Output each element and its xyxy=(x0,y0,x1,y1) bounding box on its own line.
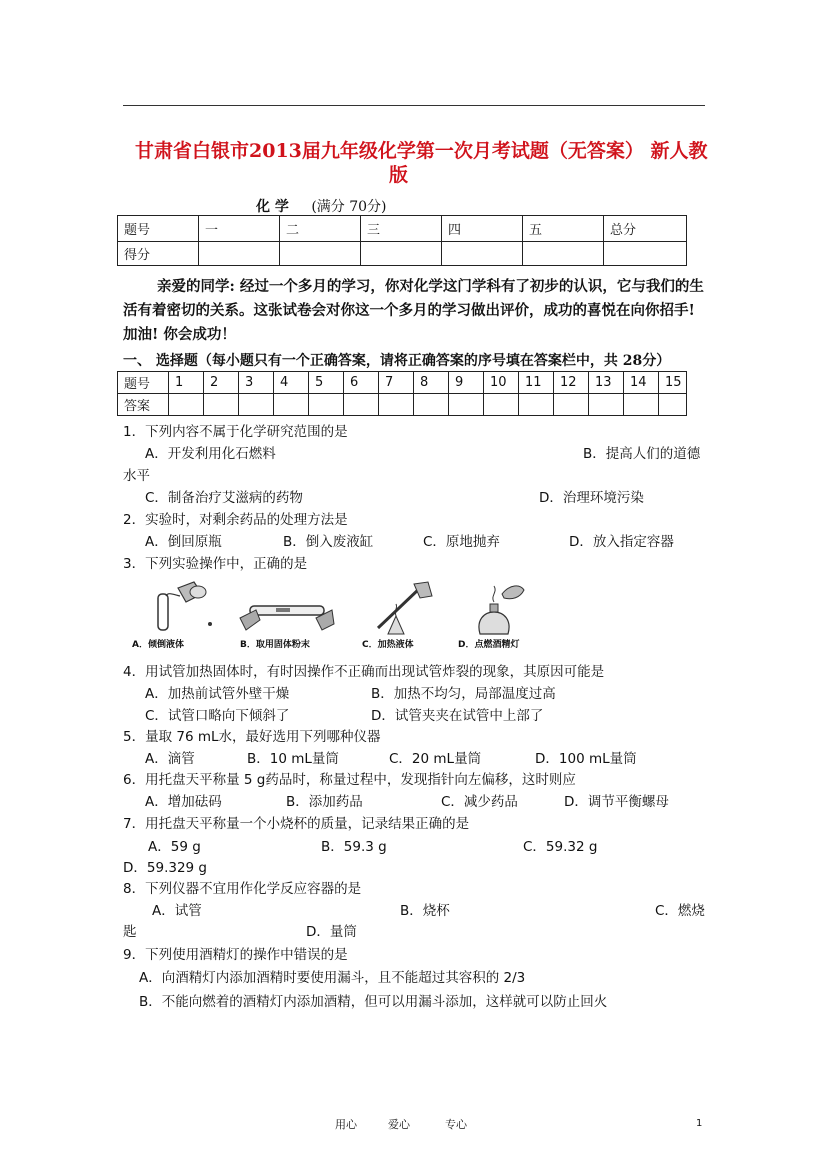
answer-cell xyxy=(204,394,239,416)
answer-number: 14 xyxy=(624,372,659,394)
q1-option-a: A．开发利用化石燃料 xyxy=(145,446,276,462)
intro-paragraph: 亲爱的同学: 经过一个多月的学习，你对化学这门学科有了初步的认识，它与我们的生活有着密切的关系。这张试卷会对你这一个多月的学习做出评价，成功的喜悦在向你招手! 加油! 你会成功！ xyxy=(123,278,704,343)
q8-option-b: B．烧杯 xyxy=(400,903,450,919)
answer-cell xyxy=(589,394,624,416)
q2-option-b: B．倒入废液缸 xyxy=(283,534,374,550)
score-cell xyxy=(523,242,604,266)
q8-option-a: A．试管 xyxy=(152,903,202,919)
score-header-cell: 一 xyxy=(199,216,280,242)
exam-title-line1: 甘肃省白银市2013届九年级化学第一次月考试题（无答案） 新人教 xyxy=(135,140,708,162)
answer-number: 9 xyxy=(449,372,484,394)
footer-left: 用心 xyxy=(335,1118,357,1131)
q6-option-d: D．调节平衡螺母 xyxy=(564,794,669,810)
answer-cell xyxy=(344,394,379,416)
answer-cell xyxy=(379,394,414,416)
answer-number: 10 xyxy=(484,372,519,394)
score-cell xyxy=(361,242,442,266)
answer-cell xyxy=(659,394,687,416)
q6-option-a: A．增加砝码 xyxy=(145,794,222,810)
q2-option-c: C．原地抛弃 xyxy=(423,534,500,550)
q4-option-d: D．试管夹夹在试管中上部了 xyxy=(371,708,544,724)
q8-option-d: D．量筒 xyxy=(306,924,357,940)
subject-line xyxy=(256,196,387,216)
heating-liquid-icon xyxy=(358,580,448,636)
q7-option-d: D．59.329 g xyxy=(123,860,207,876)
header-rule xyxy=(123,105,705,106)
q1-stem: 1．下列内容不属于化学研究范围的是 xyxy=(123,424,348,440)
figure-b-caption: B．取用固体粉末 xyxy=(240,640,310,650)
answer-number: 11 xyxy=(519,372,554,394)
score-cell xyxy=(199,242,280,266)
q4-option-c: C．试管口略向下倾斜了 xyxy=(145,708,290,724)
section1-heading: 一、 选择题（每小题只有一个正确答案，请将正确答案的序号填在答案栏中，共 28分） xyxy=(123,353,671,369)
q6-option-b: B．添加药品 xyxy=(286,794,363,810)
q4-stem: 4．用试管加热固体时，有时因操作不正确而出现试管炸裂的现象，其原因可能是 xyxy=(123,664,605,680)
score-note: (满分 70分) xyxy=(311,199,387,215)
q4-option-a: A．加热前试管外壁干燥 xyxy=(145,686,290,702)
answer-number: 3 xyxy=(239,372,274,394)
q5-option-b: B．10 mL量筒 xyxy=(247,751,339,767)
answer-cell xyxy=(449,394,484,416)
q2-stem: 2．实验时，对剩余药品的处理方法是 xyxy=(123,512,348,528)
answer-number: 2 xyxy=(204,372,239,394)
q5-stem: 5．量取 76 mL水，最好选用下列哪种仪器 xyxy=(123,729,381,745)
q7-stem: 7．用托盘天平称量一个小烧杯的质量，记录结果正确的是 xyxy=(123,816,470,832)
q1-option-b-cont: 水平 xyxy=(123,468,150,484)
answer-header-label: 题号 xyxy=(118,372,169,394)
powder-sampling-icon xyxy=(236,580,336,636)
q2-option-a: A．倒回原瓶 xyxy=(145,534,222,550)
answer-number: 8 xyxy=(414,372,449,394)
q6-stem: 6．用托盘天平称量 5 g药品时，称量过程中，发现指针向左偏移，这时则应 xyxy=(123,772,576,788)
answer-cell xyxy=(554,394,589,416)
q7-option-c: C．59.32 g xyxy=(523,839,598,855)
answer-number: 7 xyxy=(379,372,414,394)
answer-number: 15 xyxy=(659,372,687,394)
score-header-cell: 题号 xyxy=(118,216,199,242)
q7-option-b: B．59.3 g xyxy=(321,839,387,855)
answer-number: 4 xyxy=(274,372,309,394)
exam-title-line2: 版 xyxy=(389,164,409,186)
alcohol-lamp-icon xyxy=(454,580,544,636)
answer-number: 1 xyxy=(169,372,204,394)
q5-option-a: A．滴管 xyxy=(145,751,195,767)
answer-cell xyxy=(519,394,554,416)
score-table xyxy=(117,215,687,266)
q9-stem: 9．下列使用酒精灯的操作中错误的是 xyxy=(123,947,348,963)
score-row-label: 得分 xyxy=(118,242,199,266)
page-number: 1 xyxy=(696,1118,703,1129)
q4-option-b: B．加热不均匀，局部温度过高 xyxy=(371,686,556,702)
footer-right: 专心 xyxy=(445,1118,467,1131)
q3-stem: 3．下列实验操作中，正确的是 xyxy=(123,556,308,572)
figure-d xyxy=(454,580,544,650)
q1-option-d: D．治理环境污染 xyxy=(539,490,644,506)
q1-option-c: C．制备治疗艾滋病的药物 xyxy=(145,490,303,506)
answer-table xyxy=(117,371,687,416)
answer-cell xyxy=(484,394,519,416)
score-cell xyxy=(604,242,687,266)
q2-option-d: D．放入指定容器 xyxy=(569,534,674,550)
answer-number: 6 xyxy=(344,372,379,394)
answer-number: 13 xyxy=(589,372,624,394)
answer-cell xyxy=(414,394,449,416)
q9-option-a: A．向酒精灯内添加酒精时要使用漏斗，且不能超过其容积的 2/3 xyxy=(139,970,526,986)
answer-number: 12 xyxy=(554,372,589,394)
answer-number: 5 xyxy=(309,372,344,394)
pouring-liquid-icon xyxy=(128,580,218,636)
score-cell xyxy=(280,242,361,266)
q7-option-a: A．59 g xyxy=(148,839,201,855)
figure-a-caption: A．倾倒液体 xyxy=(132,640,184,650)
answer-row-label: 答案 xyxy=(118,394,169,416)
score-header-cell: 三 xyxy=(361,216,442,242)
q1-option-b: B．提高人们的道德 xyxy=(583,446,701,462)
answer-cell xyxy=(239,394,274,416)
q5-option-d: D．100 mL量筒 xyxy=(535,751,637,767)
score-header-cell: 四 xyxy=(442,216,523,242)
score-header-cell: 总分 xyxy=(604,216,687,242)
score-header-cell: 二 xyxy=(280,216,361,242)
figure-c-caption: C．加热液体 xyxy=(362,640,414,650)
answer-cell xyxy=(624,394,659,416)
score-header-cell: 五 xyxy=(523,216,604,242)
figure-c xyxy=(358,580,448,650)
score-cell xyxy=(442,242,523,266)
answer-cell xyxy=(274,394,309,416)
q8-option-c: C．燃烧 xyxy=(655,903,705,919)
subject-name: 化 学 xyxy=(256,199,289,215)
figure-b xyxy=(236,580,336,650)
q9-option-b: B．不能向燃着的酒精灯内添加酒精，但可以用漏斗添加，这样就可以防止回火 xyxy=(139,994,608,1010)
footer-mid: 爱心 xyxy=(388,1118,410,1131)
q8-stem: 8．下列仪器不宜用作化学反应容器的是 xyxy=(123,881,362,897)
q8-option-c-cont: 匙 xyxy=(123,924,137,940)
answer-cell xyxy=(309,394,344,416)
figure-d-caption: D．点燃酒精灯 xyxy=(458,640,520,650)
figure-a xyxy=(128,580,218,650)
q5-option-c: C．20 mL量筒 xyxy=(389,751,482,767)
q6-option-c: C．减少药品 xyxy=(441,794,518,810)
answer-cell xyxy=(169,394,204,416)
